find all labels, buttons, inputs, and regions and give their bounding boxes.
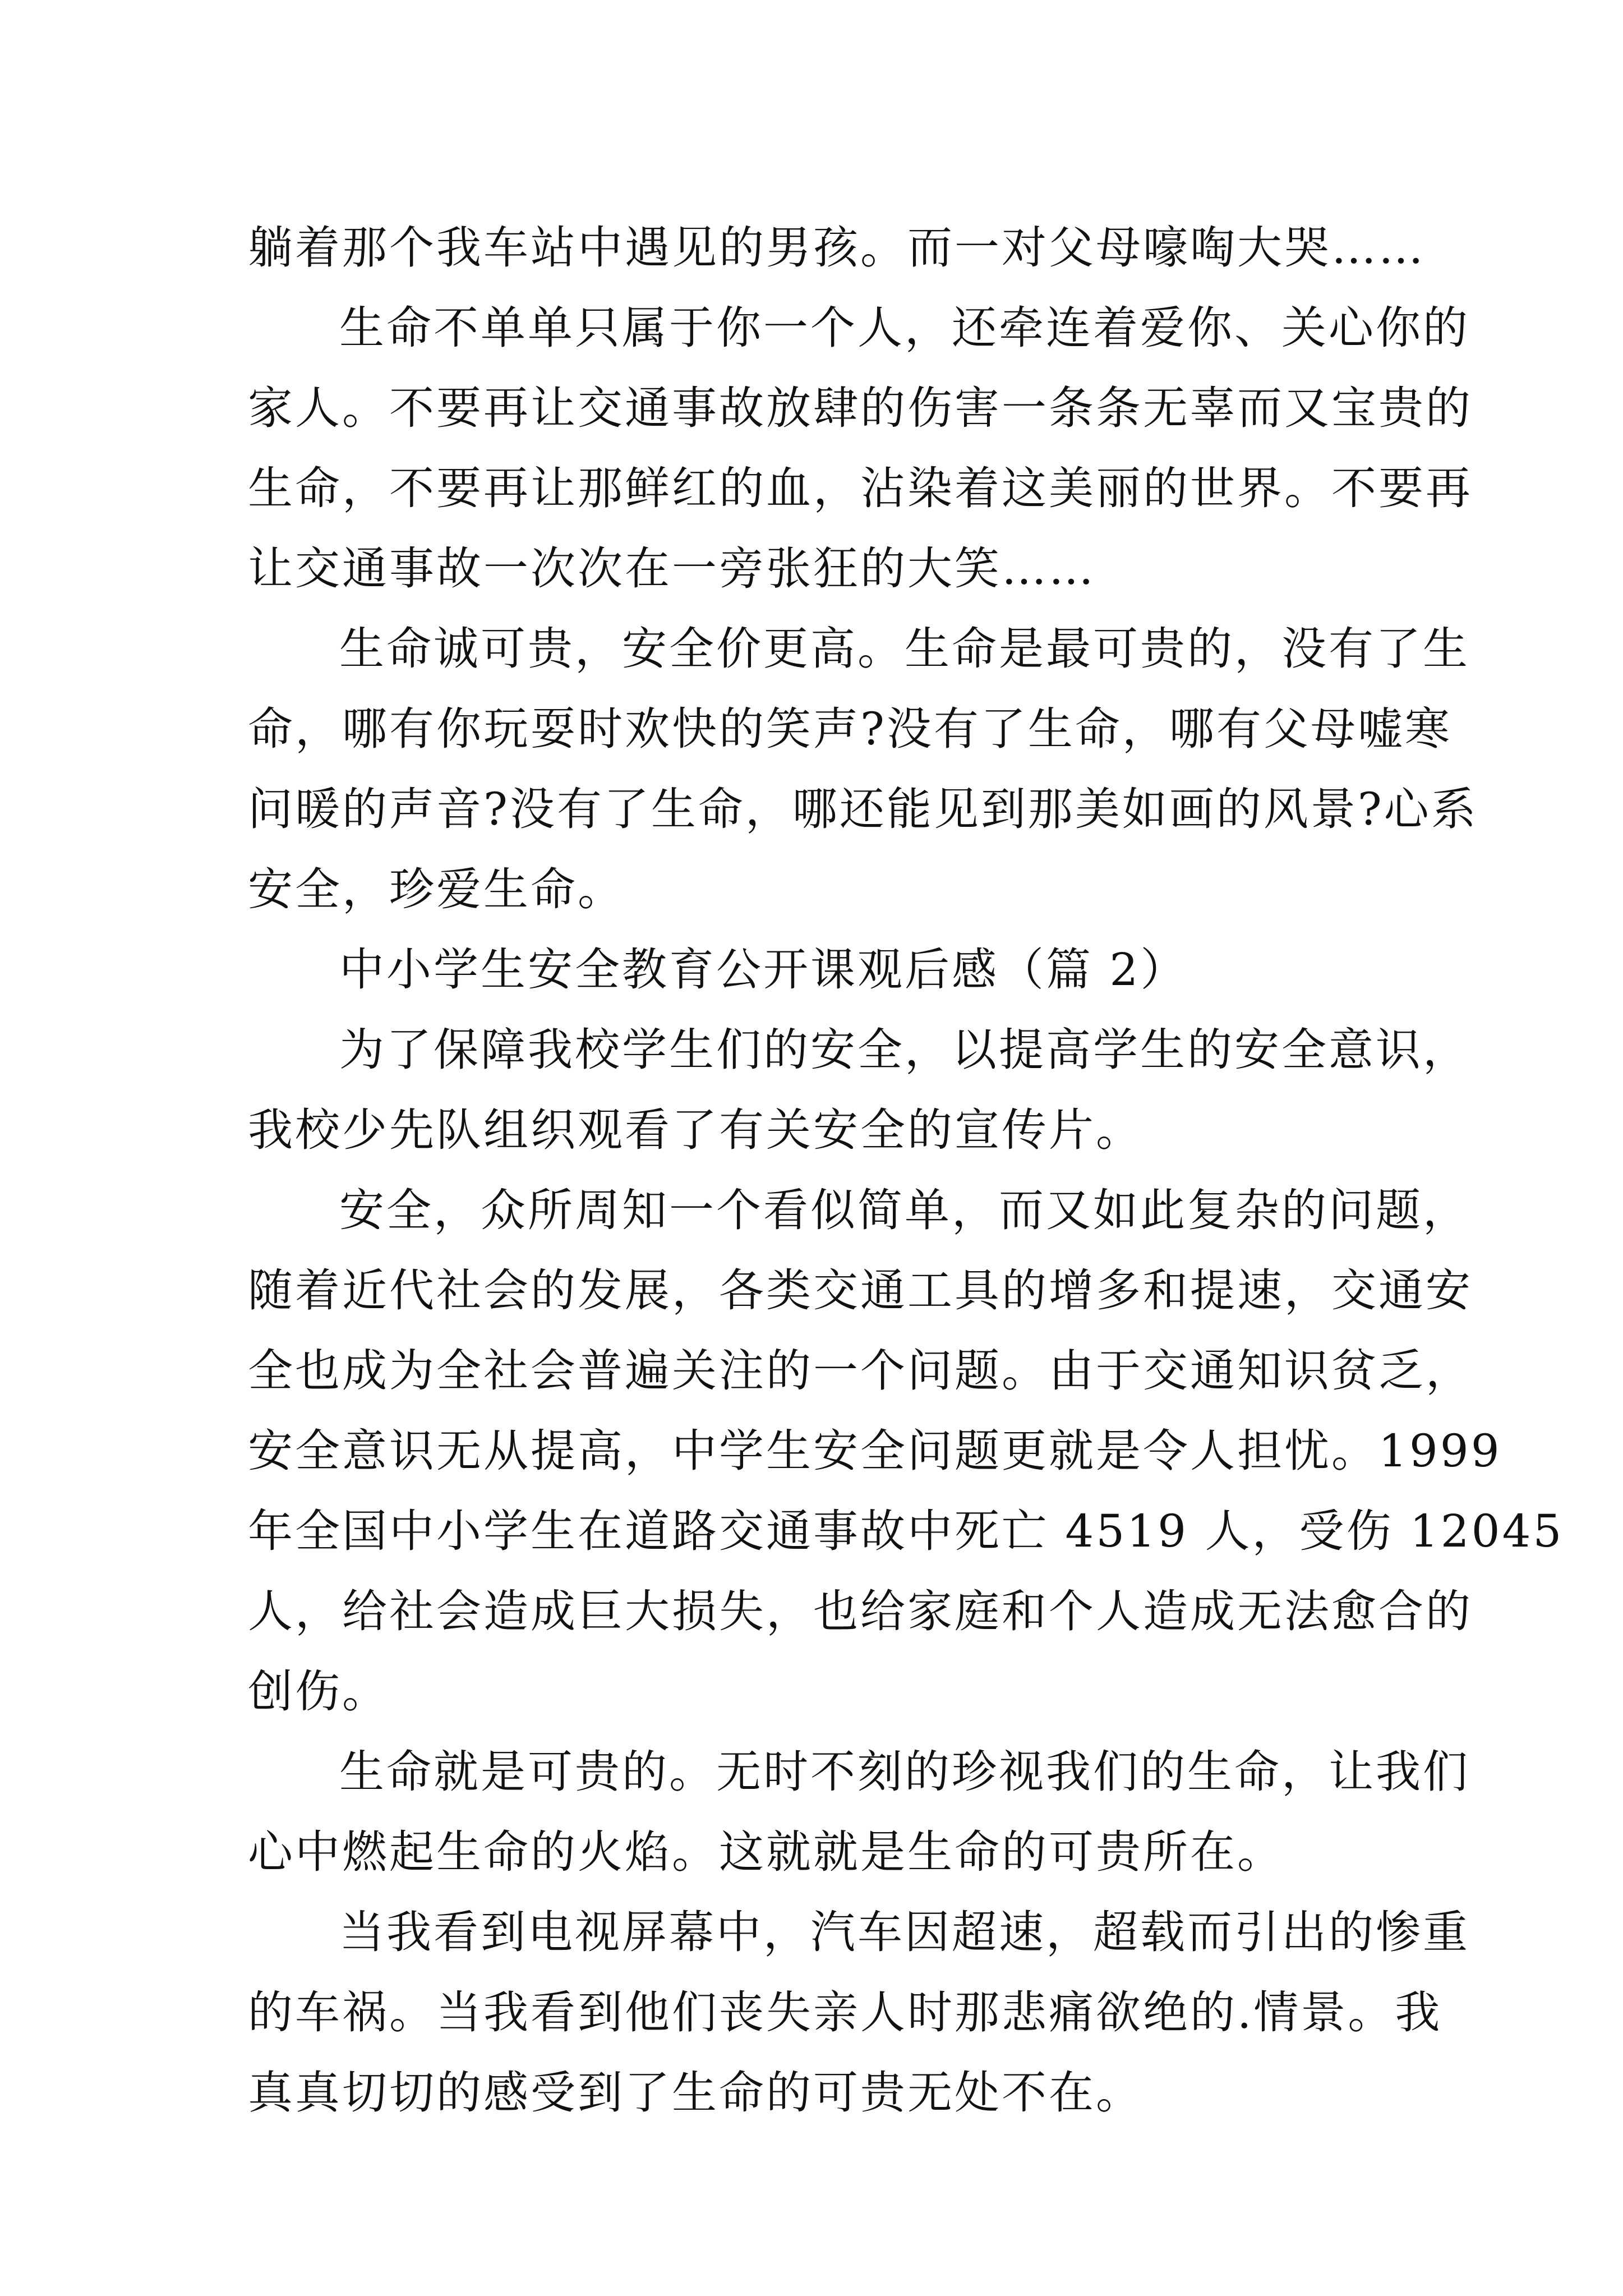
text-line: 随着近代社会的发展，各类交通工具的增多和提速，交通安 — [248, 1264, 1473, 1317]
text-line: 年全国中小学生在道路交通事故中死亡 4519 人，受伤 12045 — [248, 1505, 1564, 1557]
text-line: 真真切切的感受到了生命的可贵无处不在。 — [248, 2067, 1143, 2119]
text-line: 心中燃起生命的火焰。这就就是生命的可贵所在。 — [248, 1826, 1284, 1878]
text-line: 躺着那个我车站中遇见的男孩。而一对父母嚎啕大哭…… — [248, 222, 1426, 274]
text-line: 全也成为全社会普遍关注的一个问题。由于交通知识贫乏， — [248, 1345, 1473, 1397]
text-line: 安全意识无从提高，中学生安全问题更就是令人担忧。1999 — [248, 1425, 1502, 1477]
text-line: 生命不单单只属于你一个人，还牵连着爱你、关心你的 — [339, 302, 1470, 354]
text-line: 人，给社会造成巨大损失，也给家庭和个人造成无法愈合的 — [248, 1585, 1473, 1637]
text-line: 我校少先队组织观看了有关安全的宣传片。 — [248, 1104, 1143, 1156]
text-line: 为了保障我校学生们的安全，以提高学生的安全意识， — [339, 1024, 1470, 1076]
text-line: 家人。不要再让交通事故放肆的伤害一条条无辜而又宝贵的 — [248, 382, 1473, 434]
text-line: 当我看到电视屏幕中，汽车因超速，超载而引出的惨重 — [339, 1906, 1470, 1958]
text-line: 生命，不要再让那鲜红的血，沾染着这美丽的世界。不要再 — [248, 462, 1473, 514]
text-line: 中小学生安全教育公开课观后感（篇 2） — [339, 944, 1188, 996]
text-line: 安全，珍爱生命。 — [248, 863, 625, 915]
text-line: 的车祸。当我看到他们丧失亲人时那悲痛欲绝的.情景。我 — [248, 1986, 1442, 2039]
text-line: 命，哪有你玩耍时欢快的笑声?没有了生命，哪有父母嘘寒 — [248, 703, 1452, 755]
text-line: 让交通事故一次次在一旁张狂的大笑…… — [248, 542, 1096, 595]
document-body — [248, 208, 1564, 2133]
text-line: 安全，众所周知一个看似简单，而又如此复杂的问题， — [339, 1184, 1470, 1236]
text-line: 问暖的声音?没有了生命，哪还能见到那美如画的风景?心系 — [248, 783, 1478, 835]
text-line: 生命就是可贵的。无时不刻的珍视我们的生命，让我们 — [339, 1746, 1470, 1798]
text-line: 创伤。 — [248, 1665, 389, 1718]
text-line: 生命诚可贵，安全价更高。生命是最可贵的，没有了生 — [339, 623, 1470, 675]
